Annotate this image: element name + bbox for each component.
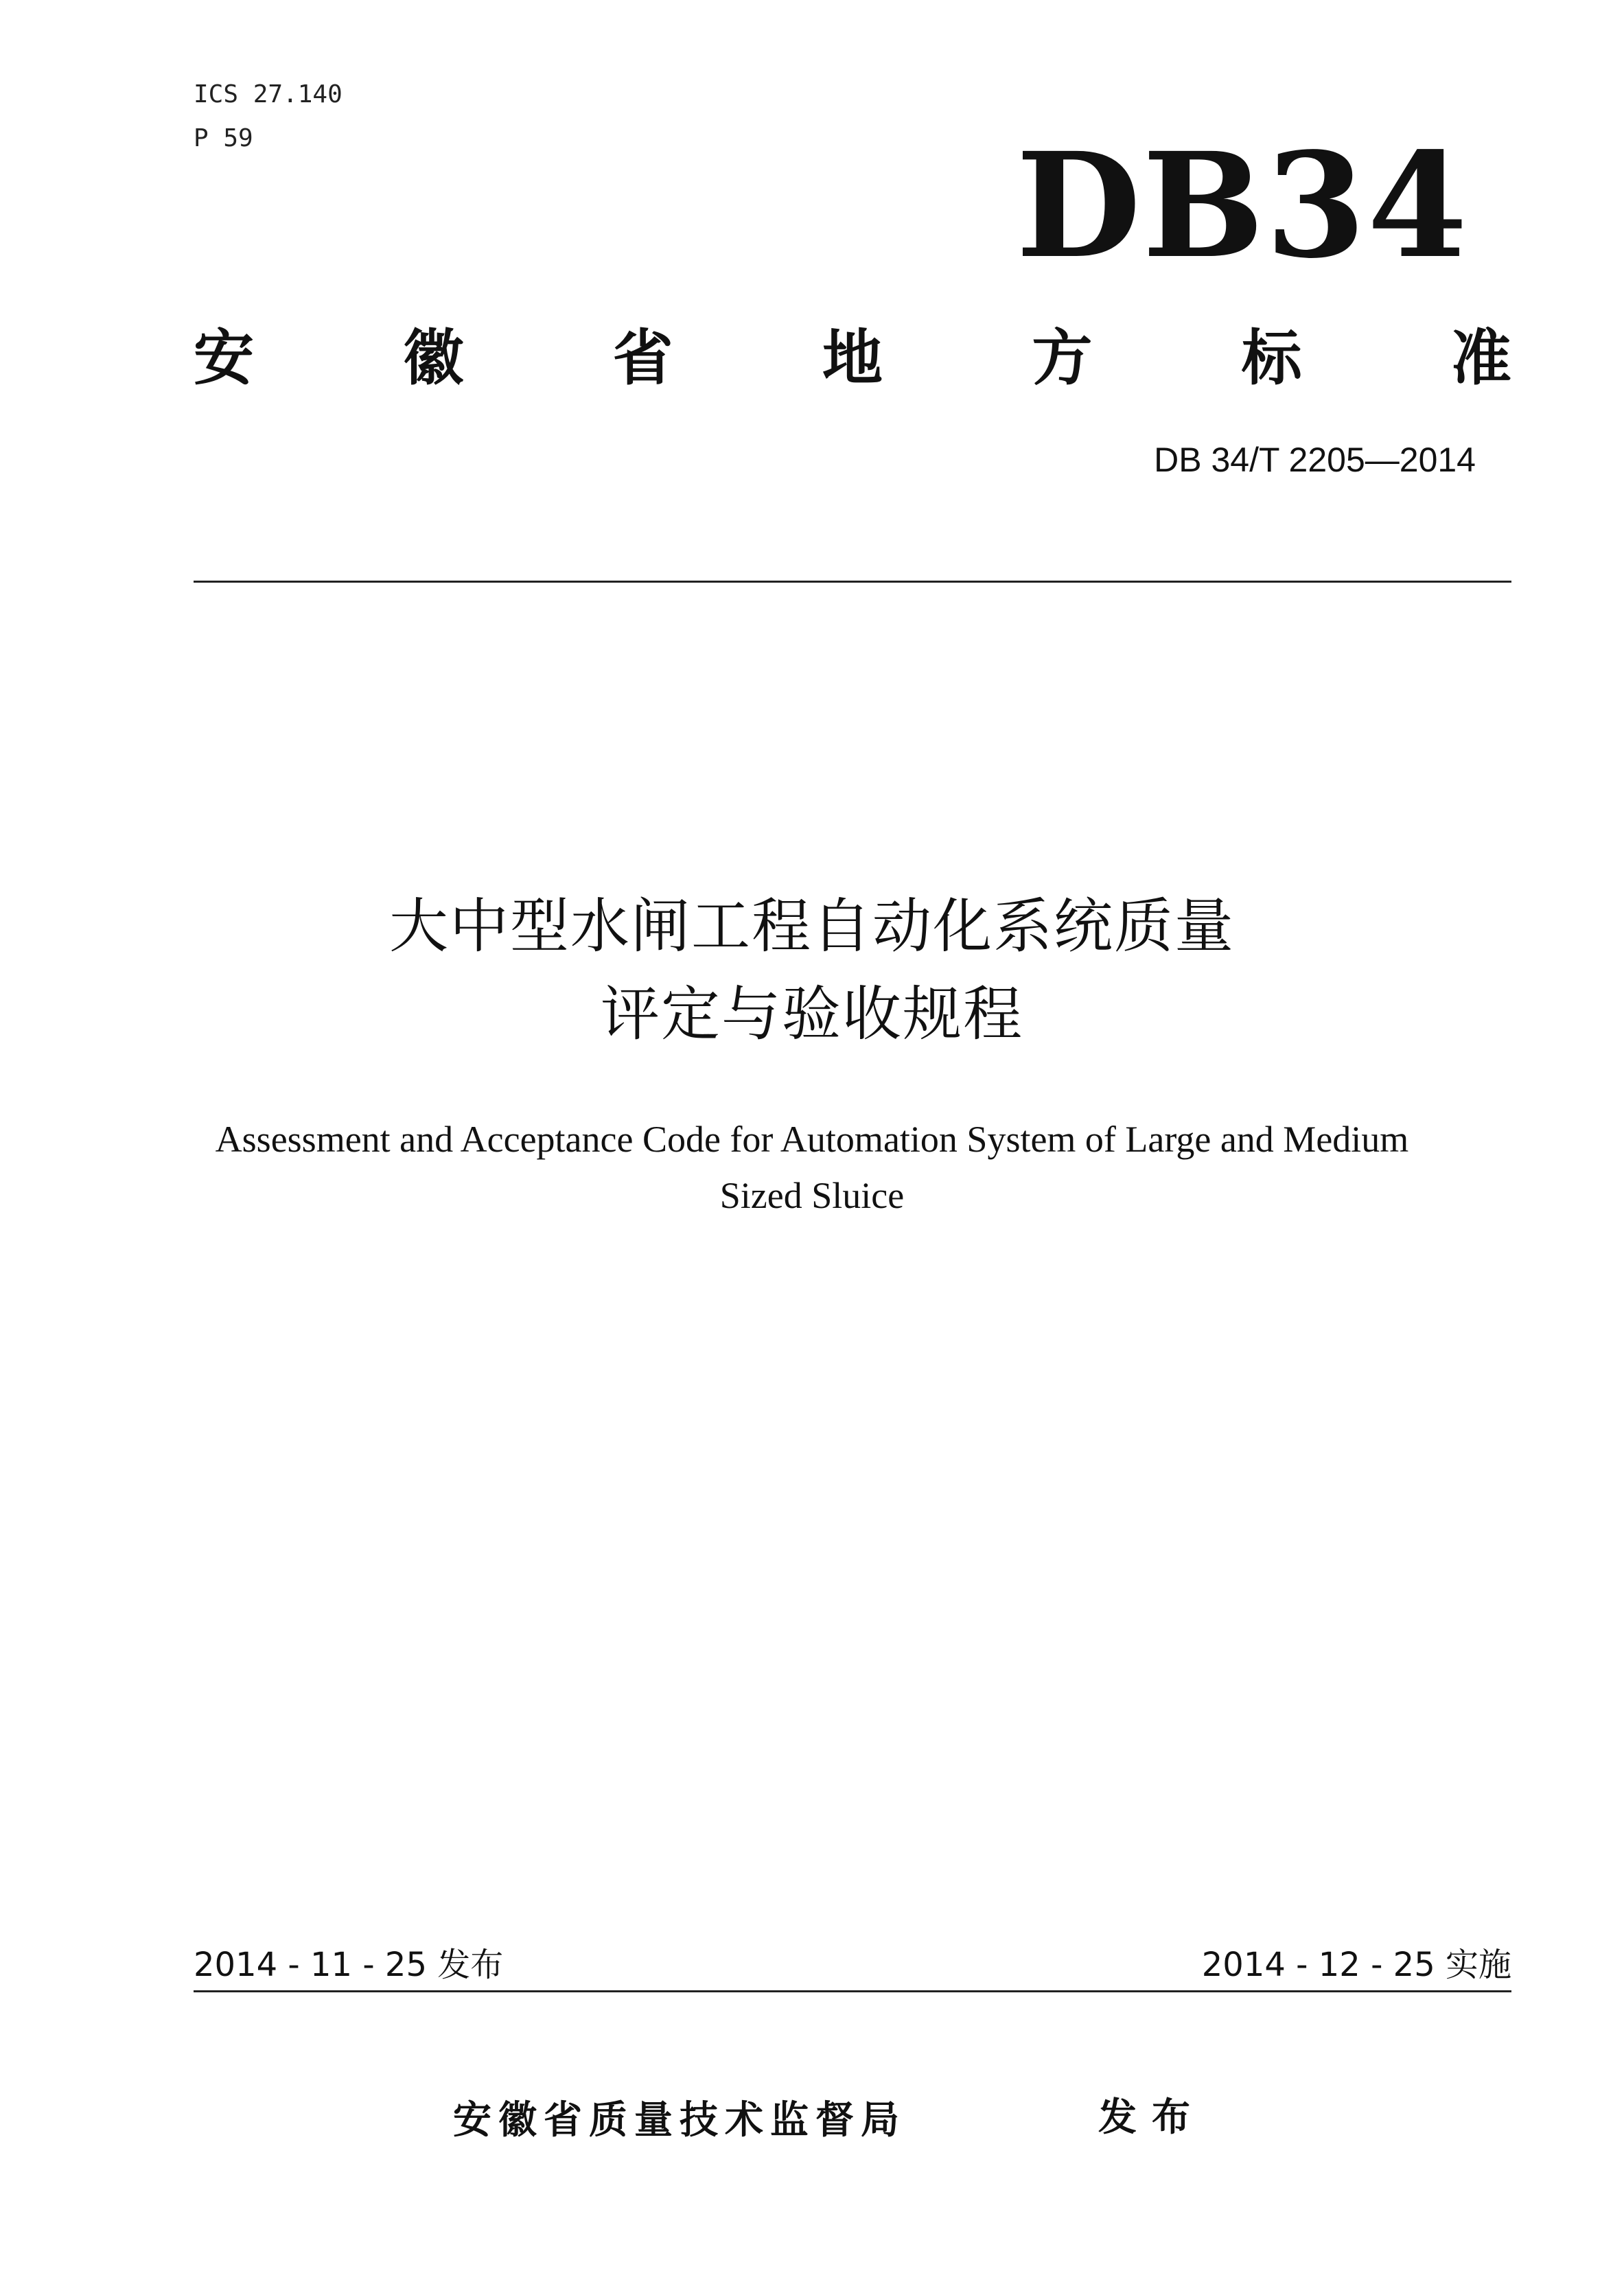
standard-type-char: 标: [1241, 323, 1302, 393]
ics-code: ICS 27.140: [194, 80, 343, 108]
issue-date: 2014 - 11 - 25 发布: [194, 1946, 504, 1984]
standard-type-char: 方: [1032, 323, 1093, 393]
bottom-divider: [194, 1990, 1511, 1992]
implementation-date: 2014 - 12 - 25 实施: [1201, 1946, 1511, 1984]
publish-label: 发布: [1098, 2095, 1205, 2140]
publisher-name: 安徽省质量技术监督局: [453, 2098, 906, 2143]
standard-type-char: 地: [822, 323, 883, 393]
standard-type-char: 安: [194, 323, 255, 393]
standard-number: DB 34/T 2205—2014: [1154, 441, 1476, 479]
standard-type-char: 省: [612, 323, 673, 393]
chinese-title-line-2: 评定与验收规程: [601, 980, 1023, 1049]
chinese-title-line-1: 大中型水闸工程自动化系统质量: [389, 892, 1235, 961]
top-divider: [194, 581, 1511, 583]
db34-logo: DB34: [1016, 121, 1469, 290]
standard-type-heading: [194, 317, 1511, 399]
standard-type-char: 准: [1450, 323, 1511, 393]
english-title-line-2: Sized Sluice: [719, 1175, 905, 1216]
english-title-line-1: Assessment and Acceptance Code for Automation System of Large and Medium: [215, 1119, 1409, 1160]
classification-code: P 59: [194, 124, 253, 152]
standard-type-char: 徽: [403, 323, 464, 393]
